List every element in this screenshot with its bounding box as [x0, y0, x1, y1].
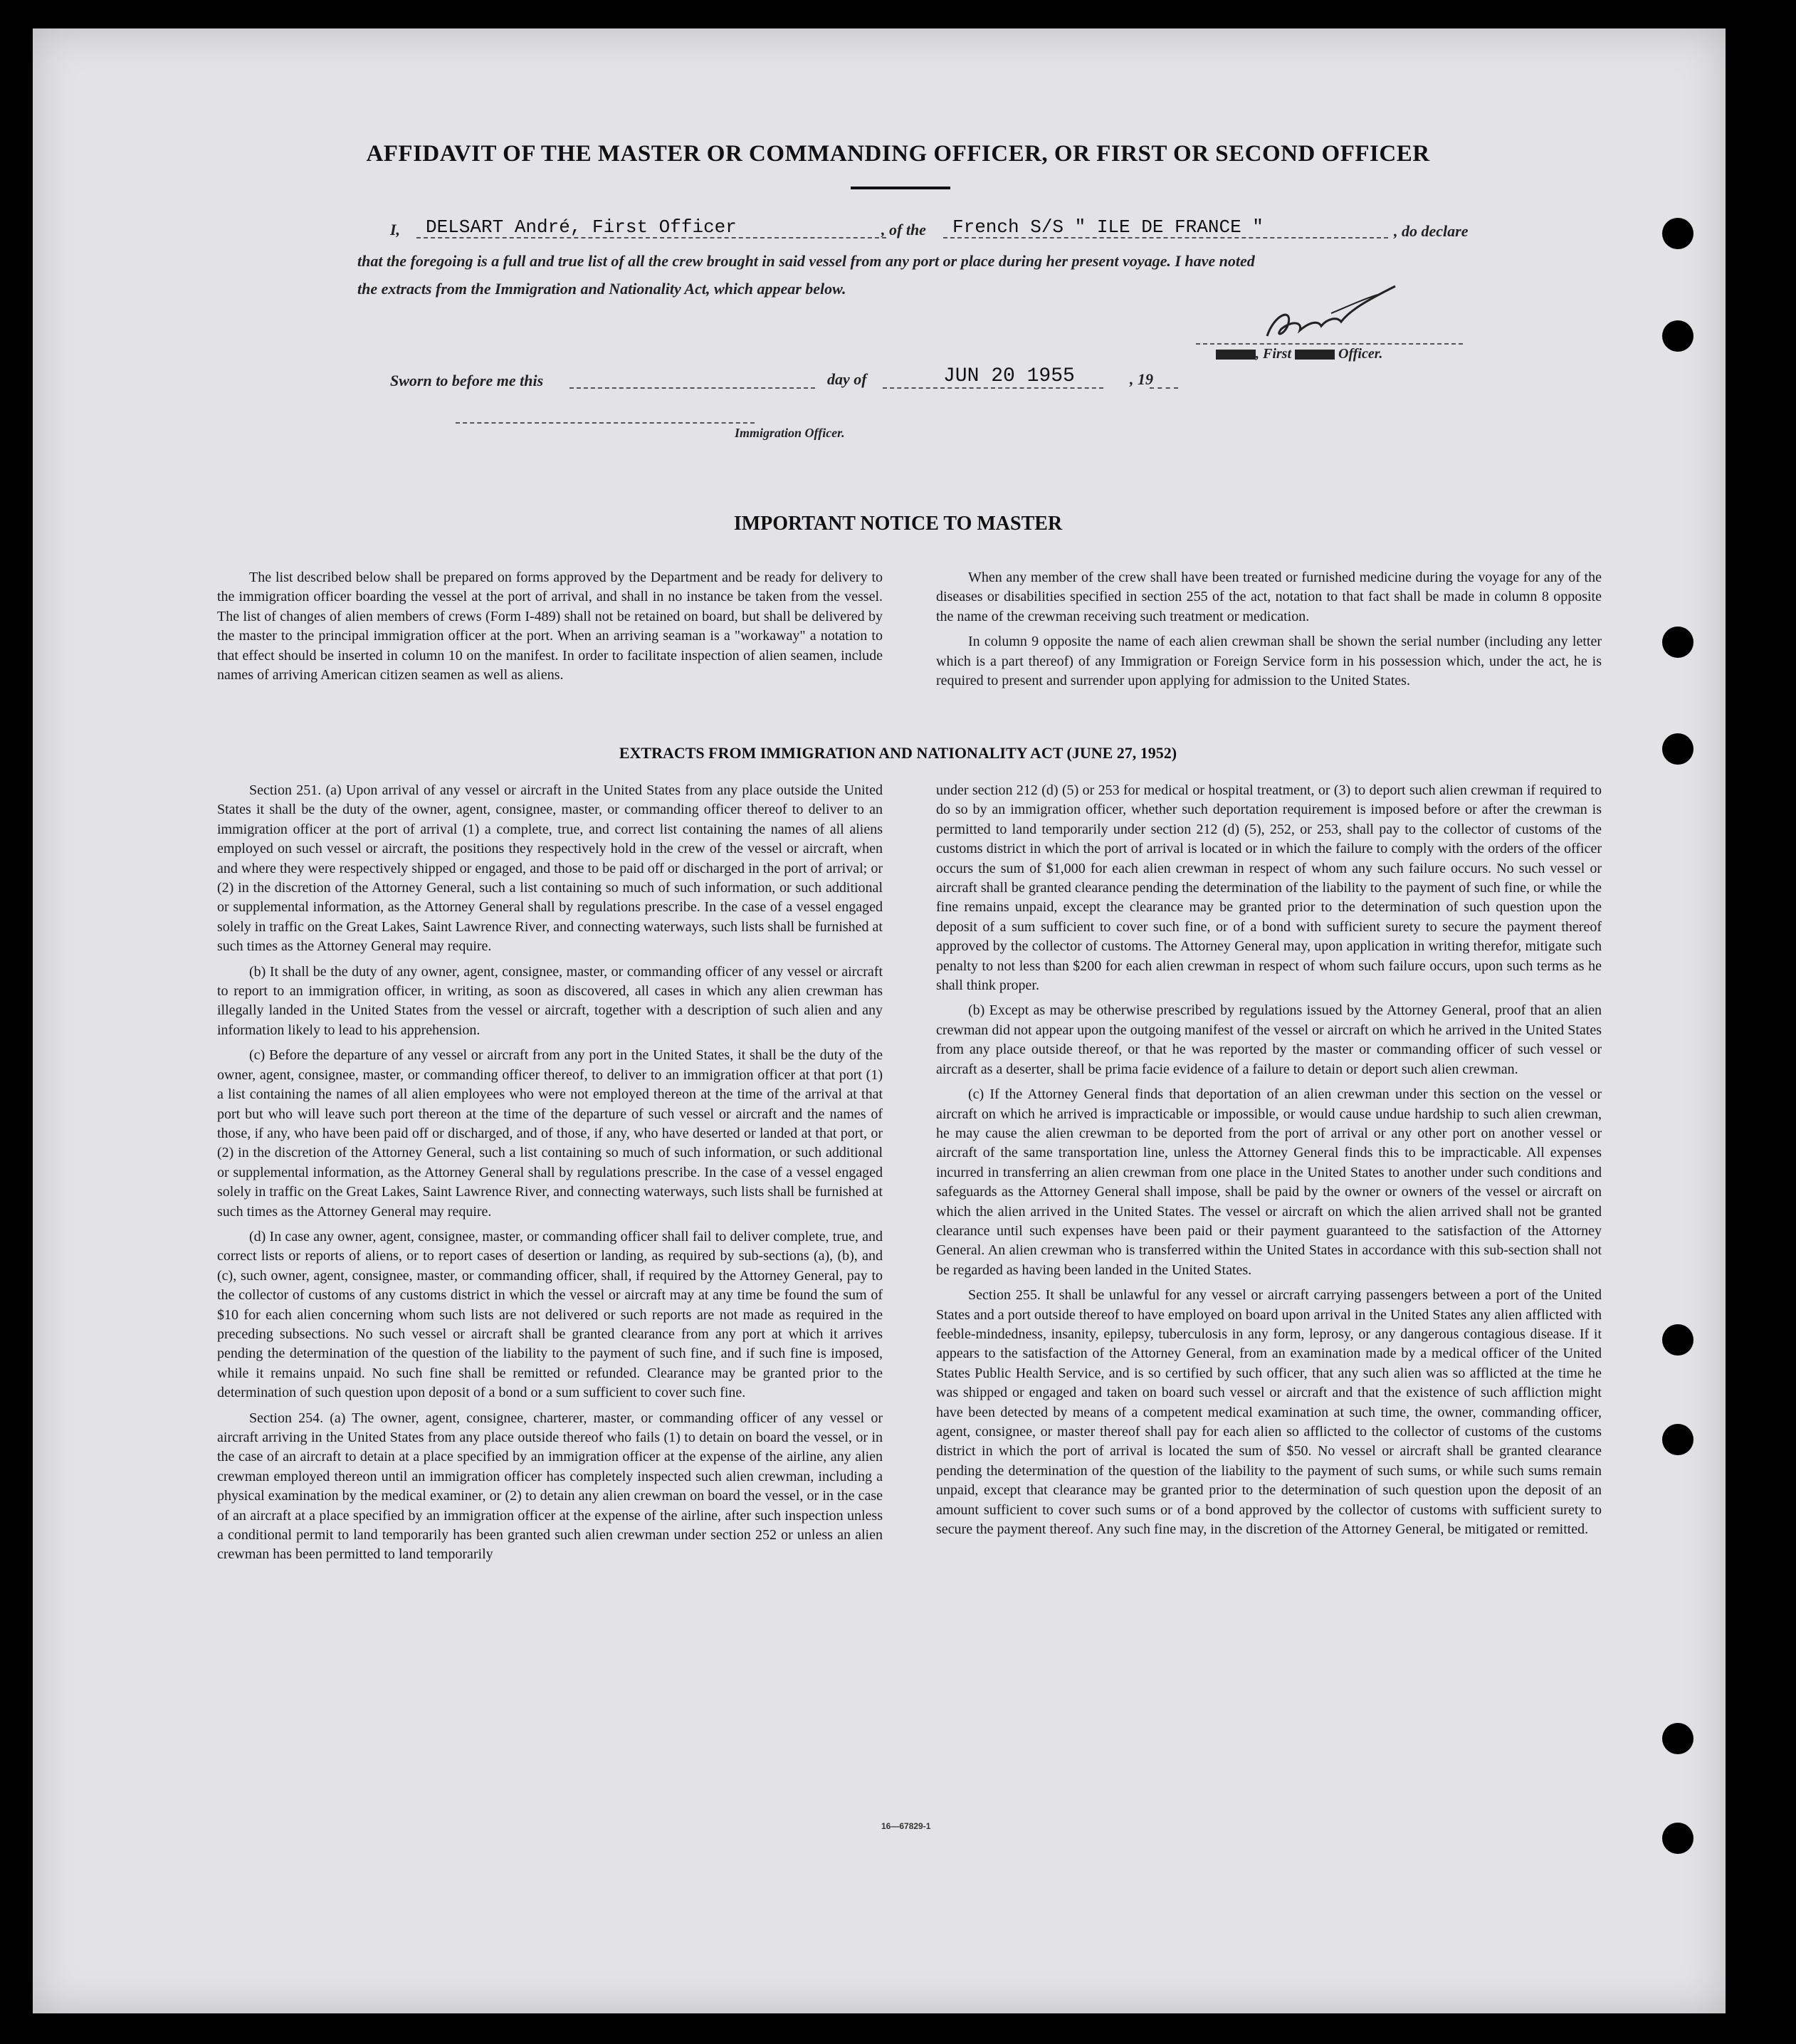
notice-title: IMPORTANT NOTICE TO MASTER: [733, 513, 1063, 535]
notice-paragraph: In column 9 opposite the name of each alien crewman shall be shown the serial number (including any letter which is a part thereof) of any Immigration or Foreign Service form in his possession which, under the act, he is required to present and surrender upon applying for admission to the United States.: [936, 634, 1602, 689]
act-left-column: [217, 781, 883, 1571]
binder-hole: [1662, 627, 1693, 658]
extracts-title: EXTRACTS FROM IMMIGRATION AND NATIONALITY ACT (JUNE 27, 1952): [619, 744, 1177, 762]
act-right-column: [936, 781, 1602, 1545]
immigration-officer-label: Immigration Officer.: [735, 426, 845, 440]
year-line: [1150, 387, 1178, 389]
declaration-prefix: I,: [390, 221, 401, 239]
binder-hole: [1662, 1823, 1693, 1854]
act-paragraph: (c) If the Attorney General finds that deportation of an alien crewman under this section on the vessel or aircraft on which he arrived is impracticable or impossible, or would cause undue hardship to such alien crewman, he may cause the alien crewman to be deported from the port of arrival or any other port on another vessel or aircraft of the same transportation line, unless the Attorney General finds this to be impracticable. All expenses incurred in transferring an alien crewman from one place in the United States to another under such conditions and safeguards as the Attorney General shall impose, shall be paid by the owner or owners of the vessel or aircraft on which the alien arrived in the United States. The vessel or aircraft on which the alien arrived shall not be granted clearance until such expenses have been paid or their payment guaranteed to the satisfaction of the Attorney General. An alien crewman who is transferred within the United States in accordance with this sub-section shall not be regarded as having been landed in the United States.: [936, 1086, 1602, 1278]
officer-name-field: DELSART André, First Officer: [426, 216, 737, 238]
binder-hole: [1662, 320, 1693, 352]
declaration-text-line: the extracts from the Immigration and Nationality Act, which appear below.: [357, 280, 846, 298]
vessel-name-line: [943, 237, 1388, 239]
notice-left-column: [217, 568, 883, 691]
act-paragraph: Section 251. (a) Upon arrival of any vessel or aircraft in the United States from any place outside the United States it shall be the duty of the owner, agent, consignee, master, or commanding officer thereof to deliver to an immigration officer at the port of arrival (1) a complete, true, and correct list containing the names of all aliens employed on such vessel or aircraft, the positions they respectively hold in the crew of the vessel or aircraft, when and where they were respectively shipped or engaged, and those to be paid off or discharged in the port of arrival; or (2) in the discretion of the Attorney General, such a list containing so much of such information, or such additional or supplemental information, as the Attorney General shall by regulations prescribe. In the case of a vessel engaged solely in traffic on the Great Lakes, Saint Lawrence River, and connecting waterways, such lists shall be furnished at such times as the Attorney General may require.: [217, 782, 883, 955]
redaction-mark: [1216, 350, 1256, 360]
date-stamp: JUN 20 1955: [943, 365, 1075, 387]
act-paragraph: (d) In case any owner, agent, consignee, master, or commanding officer shall fail to deliver complete, true, and correct lists or reports of aliens, or to report cases of desertion or landing, as required by sub-sections (a), (b), and (c), such owner, agent, consignee, master, or commanding officer, shall, if required by the Attorney General, pay to the collector of customs of any customs district in which the vessel or aircraft may at any time be found the sum of $10 for each alien concerning whom such lists are not delivered or such reports are not made as required in the preceding subsections. No such vessel or aircraft shall be granted clearance from any port at which it arrives pending the determination of the question of the liability to the payment of such fine, and if such fine is imposed, while it remains unpaid. No such fine shall be remitted or refunded. Clearance may be granted prior to the determination of such question upon deposit of a bond or a sum sufficient to cover such fine.: [217, 1228, 883, 1401]
act-paragraph: (b) Except as may be otherwise prescribed by regulations issued by the Attorney General, proof that an alien crewman did not appear upon the outgoing manifest of the vessel or aircraft on which he arrived in the United States from any place outside thereof, or that he was reported by the master or commanding officer of such vessel or aircraft as a deserter, shall be prima facie evidence of a failure to detain or deport such alien crewman.: [936, 1002, 1602, 1077]
vessel-name-field: French S/S " ILE DE FRANCE ": [952, 216, 1264, 238]
year-prefix: , 19: [1130, 370, 1153, 388]
notice-paragraph: The list described below shall be prepared on forms approved by the Department and be ready for delivery to the immigration officer boarding the vessel at the port of arrival, and shall in no instance be taken from the vessel. The list of changes of alien members of crews (Form I-489) shall not be retained on board, but shall be delivered by the master to the principal immigration officer at the port. When an arriving seaman is a "workaway" a notation to that effect should be inserted in column 10 on the manifest. In order to facilitate inspection of alien seamen, include names of arriving American citizen seamen as well as aliens.: [217, 570, 883, 683]
sworn-day-line: [569, 387, 815, 389]
act-paragraph: Section 255. It shall be unlawful for any vessel or aircraft carrying passengers between a port of the United States and a port outside thereof to have employed on board upon arrival in the United States any alien afflicted with feeble-mindedness, insanity, epilepsy, tuberculosis in any form, leprosy, or any dangerous contagious disease. If it appears to the satisfaction of the Attorney General, from an examination made by a medical officer of the United States Public Health Service, and is so certified by such officer, that any such alien was so afflicted at the time he was shipped or engaged and taken on board such vessel or aircraft and that the existence of such affliction might have been detected by means of a competent medical examination at such time, the owner, commanding officer, agent, consignee, or master thereof shall pay for each alien so afflicted to the collector of customs of the customs district in which the port of arrival is located the sum of $50. No vessel or aircraft shall be granted clearance pending the determination of the question of the liability to the payment of such sums, or while such sums remain unpaid, except that clearance may be granted prior to the determination of such question upon the deposit of an amount sufficient to cover such sums or of a bond approved by the collector of customs with sufficient surety to secure the payment thereof. Any such fine may, in the discretion of the Attorney General, be mitigated or remitted.: [936, 1287, 1602, 1538]
form-number: 16—67829-1: [881, 1821, 931, 1831]
of-the-label: , of the: [881, 221, 926, 239]
redaction-mark: [1295, 350, 1335, 360]
binder-hole: [1662, 1424, 1693, 1455]
act-paragraph: (b) It shall be the duty of any owner, agent, consignee, master, or commanding officer of any vessel or aircraft to report to an immigration officer, in writing, as soon as discovered, all cases in which any alien crewman has illegally landed in the United States from the vessel or aircraft, together with a description of such alien and any information likely to lead to his apprehension.: [217, 963, 883, 1038]
sworn-date-line: [883, 387, 1103, 389]
do-declare-label: , do declare: [1394, 222, 1469, 240]
declaration-text-line: that the foregoing is a full and true list of all the crew brought in said vessel from any port or place during her present voyage. I have noted: [357, 252, 1255, 270]
sworn-label: Sworn to before me this: [390, 372, 544, 389]
notice-paragraph: When any member of the crew shall have been treated or furnished medicine during the voyage for any of the diseases or disabilities specified in section 255 of the act, notation to that fact shall be made in column 8 opposite the name of the crewman receiving such treatment or medication.: [936, 570, 1602, 624]
title-rule: [851, 187, 950, 189]
act-paragraph: under section 212 (d) (5) or 253 for medical or hospital treatment, or (3) to deport such alien crewman if required to do so by an immigration officer, whether such deportation requirement is imposed before or after the crewman is permitted to land temporarily under section 212 (d) (5), 252, or 253, shall pay to the collector of customs of the customs district in which the port of arrival is located or in which the failure to comply with the orders of the officer occurs the sum of $1,000 for each alien crewman in respect of whom any such failure occurs. No such vessel or aircraft shall be granted clearance pending the determination of the liability to the payment of such fine, or while the fine remains unpaid, except the clearance may be granted prior to the determination of such question upon the deposit of a sum sufficient to cover such fine, or of a bond with sufficient surety to secure the payment thereof approved by the collector of customs. The Attorney General may, upon application in writing therefor, mitigate such penalty to not less than $200 for each alien crewman in respect of whom such failure occurs, upon such terms as he shall think proper.: [936, 782, 1602, 994]
officer-name-line: [416, 237, 886, 239]
binder-hole: [1662, 218, 1693, 249]
day-of-label: day of: [827, 370, 867, 388]
immigration-officer-line: [456, 422, 755, 424]
signature-caption: [1216, 346, 1382, 362]
notice-right-column: [936, 568, 1602, 696]
act-paragraph: (c) Before the departure of any vessel or aircraft from any port in the United States, it shall be the duty of the owner, agent, consignee, master, or commanding officer thereof, to deliver to an immigration officer at that port (1) a list containing the names of all alien employees who were not employed thereon at the time of the arrival at that port but who will leave such port thereon at the time of the departure of such vessel or aircraft and the names of those, if any, who have been paid off or discharged, and of those, if any, who have deserted or landed at that port, or (2) in the discretion of the Attorney General, such a list containing so much of such information, or such additional or supplemental information, as the Attorney General shall by regulations prescribe. In the case of a vessel engaged solely in traffic on the Great Lakes, Saint Lawrence River, and connecting waterways, such lists shall be furnished at such times as the Attorney General may require.: [217, 1047, 883, 1220]
affidavit-title: AFFIDAVIT OF THE MASTER OR COMMANDING OFFICER, OR FIRST OR SECOND OFFICER: [366, 141, 1430, 167]
binder-hole: [1662, 1723, 1693, 1754]
signature-line: [1196, 343, 1463, 345]
officer-label: Officer.: [1338, 346, 1383, 362]
act-paragraph: Section 254. (a) The owner, agent, consignee, charterer, master, or commanding officer of any vessel or aircraft arriving in the United States from any place outside thereof who fails (1) to detain on board the vessel, or in the case of an aircraft to detain at a place specified by an immigration officer at the expense of the airline, any alien crewman employed thereon until an immigration officer has completely inspected such alien crewman, including a physical examination by the medical examiner, or (2) to detain any alien crewman on board the vessel, or in the case of an aircraft at a place specified by an immigration officer at the expense of the airline, after such inspection unless a conditional permit to land temporarily has been granted such alien crewman under section 252 or unless an alien crewman has been permitted to land temporarily: [217, 1410, 883, 1563]
binder-hole: [1662, 1324, 1693, 1356]
first-label: , First: [1256, 346, 1292, 362]
handwritten-signature: [1253, 279, 1417, 347]
